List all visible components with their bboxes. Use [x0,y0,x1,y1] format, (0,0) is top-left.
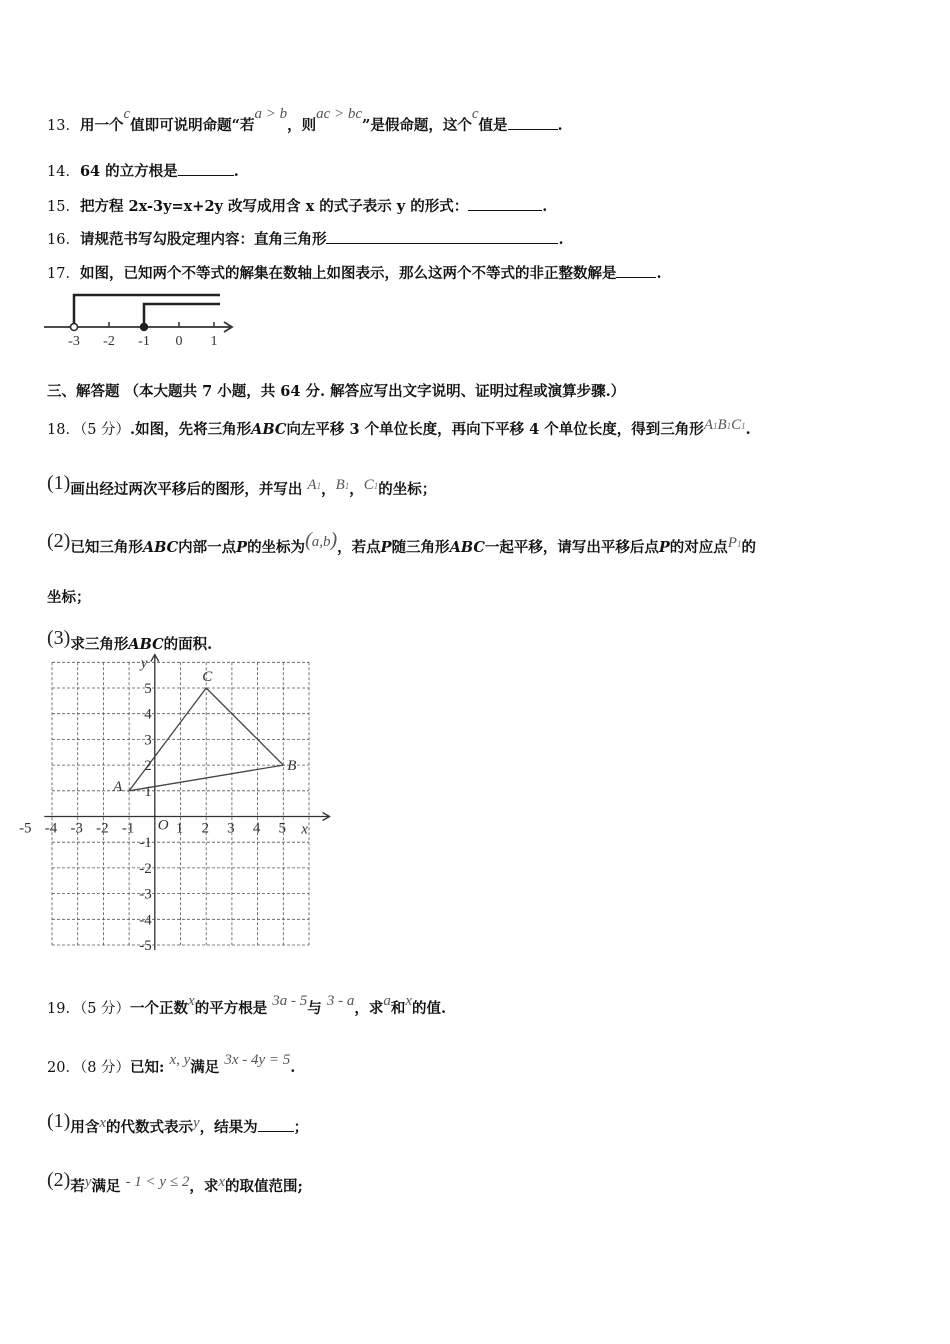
point-name: P [380,539,392,556]
text: 用一个 [79,117,124,134]
y-axis-label: y [140,655,148,672]
triangle-name: ABC [142,539,179,556]
math-x: x [405,993,413,1009]
answer-blank [468,196,542,211]
question-number: 14． [47,164,80,180]
math-equation: 3x - 4y = 5 [224,1052,291,1068]
text: 的坐标； [378,481,437,498]
x-tick-label: 4 [252,820,261,837]
x-tick-label: -4 [44,820,58,837]
text: 与 [307,1000,322,1017]
y-tick-label: 4 [144,706,152,723]
y-tick-label: 3 [144,732,152,749]
x-tick-label: -3 [70,820,83,837]
question-number: 18． [47,422,80,438]
text: 的平方根是 [194,1000,268,1017]
text: 已知三角形 [70,539,143,556]
text: 求三角形 [70,636,129,653]
question-number: 13． [47,118,80,134]
answer-blank [178,161,234,176]
text: . [233,163,239,180]
y-tick-label: -3 [139,886,152,903]
math-y: y [84,1174,92,1190]
text: ，求 [354,1000,384,1017]
vertex-label: C [202,669,213,685]
question-16 [47,229,564,250]
number-line-tick-label: 1 [210,334,218,349]
math-b1 [336,477,350,493]
math-c: c [123,106,131,122]
math-x: x [99,1115,106,1131]
text: 用含 [70,1119,100,1136]
subscript: 1 [726,421,732,431]
text: ，结果为 [199,1119,258,1136]
math-c1 [364,477,379,493]
question-number: 16． [47,232,80,248]
math-condition: a > b [254,106,288,122]
separator: ， [349,481,364,498]
point-name: P [658,539,670,556]
text: 的取值范围; [225,1178,303,1195]
math-expression-1: 3a - 5 [272,993,308,1009]
point: P [727,535,737,551]
question-13 [47,106,563,136]
math-conclusion: ac > bc [316,106,363,122]
vertex-c: C [731,417,742,433]
math-y: y [193,1115,200,1131]
vertex: A [307,477,317,493]
text: . [290,1059,296,1076]
text: 和 [390,1000,406,1017]
vertex: C [363,477,374,493]
text: 的对应点 [669,539,728,556]
triangle-name: ABC [251,421,287,438]
text: 满足 [91,1178,121,1195]
question-20-part-1 [47,1110,309,1138]
triangle-name: ABC [449,539,485,556]
math-x: x [218,1174,225,1190]
text: 一个正数 [130,1000,189,1017]
x-tick-label: 1 [175,820,184,837]
y-tick-label: -4 [139,912,152,929]
question-18-part-1 [47,472,437,501]
question-18 [47,417,751,441]
section-3-heading: 三、解答题 （本大题共 7 小题，共 64 分. 解答应写出文字说明、证明过程或演算步骤.） [47,383,626,400]
subscript: 1 [741,421,746,431]
question-20 [47,1052,296,1078]
text: . [557,117,563,134]
text: . [745,421,751,438]
question-number: 19． [47,1001,80,1017]
number-line-tick-label: -3 [68,334,80,349]
text: 值即可说明命题“若 [130,117,255,134]
question-number: 17． [47,266,80,282]
tick-labels [19,681,286,954]
text: 的 [741,539,756,556]
vertex: B [335,477,345,493]
answer-blank [508,115,558,130]
origin-label: O [157,817,169,834]
text: . [542,198,548,215]
math-p1 [728,535,742,551]
x-tick-label: 3 [227,820,235,837]
question-18-part-2-cont [47,588,91,608]
y-tick-label: 2 [144,758,152,775]
point-name: P [236,539,248,556]
question-15 [47,196,547,217]
part-label: (1) [47,472,71,494]
x-tick-label: 2 [201,820,209,837]
text: 请规范书写勾股定理内容：直角三角形 [79,231,327,248]
answer-blank [326,229,558,244]
x-tick-label: -5 [19,820,32,837]
vertex-label: A [113,778,123,795]
question-19 [47,993,447,1019]
question-number: 20． [47,1060,80,1076]
y-tick-label: -2 [139,860,152,877]
answer-blank [258,1117,294,1132]
question-number: 15． [47,199,80,215]
text: . [656,265,662,282]
text: 画出经过两次平移后的图形，并写出 [70,481,303,498]
text: 已知: [130,1059,165,1076]
score: （5 分） [79,422,131,438]
text: 的坐标为 [247,539,306,556]
x-tick-label: -1 [121,820,135,837]
coordinate-grid-figure [19,655,344,966]
open-point [71,324,78,331]
text: ； [293,1119,309,1136]
x-tick-label: -2 [96,820,109,837]
axes [44,655,329,951]
text: 如图，已知两个不等式的解集在数轴上如图表示，那么这两个不等式的非正整数解是 [79,265,617,282]
question-17 [47,263,662,284]
x-tick-label: 5 [278,820,287,837]
score: （5 分） [79,1001,131,1017]
text: ，求 [189,1178,219,1195]
question-18-part-2: (2)已知三角形ABC内部一点P的坐标为(a,b)，若点P随三角形ABC一起平移，请写出平移后点P的对应点P1的 [47,529,756,556]
subscript: 1 [344,481,350,491]
number-line-tick-label: -1 [138,334,150,349]
closed-point [141,324,148,331]
text: 内部一点 [178,539,237,556]
math-a: a [383,993,391,1009]
subscript: 1 [736,539,742,549]
text: 坐标； [47,589,91,606]
vertex-label: B [287,758,297,775]
text: 的面积. [163,636,213,653]
number-line-figure [44,291,244,351]
text: . [558,231,564,248]
math-inequality: - 1 < y ≤ 2 [125,1174,190,1190]
math-a1b1c1 [704,417,746,433]
text: 的值. [412,1000,447,1017]
text: ”是假命题，这个 [362,117,472,134]
question-18-part-3 [47,627,213,655]
text: 值是 [478,117,508,134]
text: ，若点 [337,539,381,556]
text: 的代数式表示 [106,1119,193,1136]
vertex-a: A [703,417,713,433]
text: 若 [70,1178,85,1195]
text: .如图，先将三角形 [130,421,252,438]
text: 一起平移，请写出平移后点 [484,539,659,556]
text: 把方程 2x-3y=x+2y 改写成用含 x 的式子表示 y 的形式： [79,198,469,215]
score: （8 分） [79,1060,131,1076]
question-20-part-2 [47,1169,303,1197]
number-line-tick-label: 0 [175,334,183,349]
question-14 [47,161,239,182]
triangle-name: ABC [128,636,164,653]
vertex-b: B [717,417,727,433]
part-label: (3) [47,627,71,649]
math-xy: x, y [169,1052,191,1068]
grid-lines [52,662,309,945]
separator: ， [321,481,336,498]
number-line-tick-label: -2 [103,334,115,349]
part-label: (2) [47,530,71,552]
x-axis-label: x [301,821,308,838]
text: 64 的立方根是 [79,163,178,180]
math-a1 [307,477,321,493]
subscript: 1 [712,421,718,431]
solution-set-2-bracket [144,304,220,323]
solution-set-1-bracket [74,295,220,323]
y-tick-label: -5 [139,938,152,954]
answer-blank [616,263,656,278]
subscript: 1 [316,481,322,491]
y-tick-label: -1 [139,835,152,852]
math-expression-2: 3 - a [326,993,355,1009]
part-label: (2) [47,1169,71,1191]
y-tick-label: 1 [144,783,152,800]
text: ，则 [287,117,317,134]
text: 满足 [190,1059,220,1076]
part-label: (1) [47,1110,71,1132]
math-x: x [188,993,195,1009]
y-tick-label: 5 [144,681,152,697]
text: 向左平移 3 个单位长度，再向下平移 4 个单位长度，得到三角形 [286,421,704,438]
math-coordinate: a,b [311,534,331,550]
math-c: c [471,106,479,122]
text: 随三角形 [391,539,450,556]
subscript: 1 [373,481,379,491]
